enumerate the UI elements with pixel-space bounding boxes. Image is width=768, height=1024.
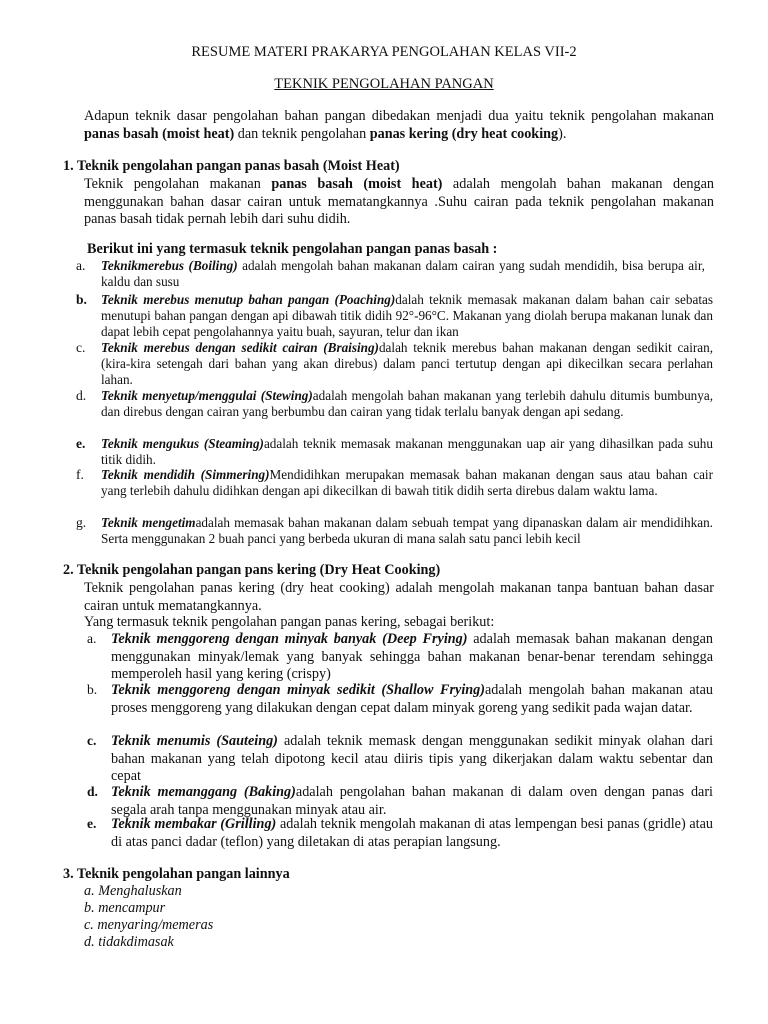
list-marker: c.	[76, 340, 86, 355]
list-item	[101, 340, 713, 388]
list-item-text: adalah mengolah bahan makanan yang terlebih dahulu ditumis bumbunya, dan direbus dengan cairan yang berbumbu dan cairan yang tidak terlalu banyak dengan api sedang.	[101, 388, 714, 419]
list-item-term: Teknik merebus dengan sedikit cairan (Braising)	[101, 340, 379, 355]
list-marker: g.	[76, 515, 87, 530]
section3-list-item: c. menyaring/memeras	[84, 917, 214, 933]
section3-list-item: b. mencampur	[84, 900, 166, 916]
list-item	[111, 631, 713, 684]
section3-list-item: d. tidakdimasak	[84, 934, 174, 950]
list-marker: e.	[87, 816, 97, 831]
intro-bold-2: panas kering (dry heat cooking	[369, 125, 559, 142]
section2-heading: 2. Teknik pengolahan pangan pans kering (Dry Heat Cooking)	[63, 562, 441, 578]
list-item-text: adalah mengolah bahan makanan atau proses menggoreng yang dilakukan dengan cepat dalam minyak goreng yang sedikit pada wajan datar.	[111, 682, 714, 716]
list-item-term: Teknik menumis (Sauteing)	[111, 733, 278, 749]
list-item-text: dalah teknik memasak makanan dalam bahan cair sebatas menutupi bahan pangan dengan api dibawah titik didih 92°-96°C. Makanan yang diolah berupa makanan lunak dan dapat lebih cepat pengolahannya yaitu buah, sayuran, telur dan ikan	[101, 292, 713, 339]
section1-bold-1: panas basah (moist heat)	[271, 176, 443, 192]
list-item-text: adalah teknik memask dengan menggunakan sedikit minyak olahan dari bahan makanan yang telah dipotong kecil atau diiris tipis yang dikerjakan dalam waktu sebentar dan cepat	[111, 733, 714, 784]
list-marker: a.	[76, 258, 86, 273]
list-marker: d.	[87, 784, 98, 799]
list-marker: d.	[76, 388, 87, 403]
list-item-text: adalah teknik memasak makanan menggunakan uap air yang dihasilkan pada suhu titik didih.	[101, 436, 713, 467]
list-item	[101, 436, 713, 468]
list-item-text: adalah pengolahan bahan makanan di dalam oven dengan panas dari segala arah tanpa menggunakan minyak atau air.	[111, 784, 714, 818]
list-item-term: Teknik memanggang (Baking)	[111, 784, 296, 800]
section2-paragraph: Teknik pengolahan panas kering (dry heat cooking) adalah mengolah makanan tanpa bantuan bahan dasar cairan untuk mematangkannya.	[84, 580, 714, 614]
document-title: RESUME MATERI PRAKARYA PENGOLAHAN KELAS VII-2	[191, 44, 577, 60]
section3-list-item: a. Menghaluskan	[84, 883, 182, 899]
list-item	[111, 784, 713, 819]
list-item-text: adalah mengolah bahan makanan dalam cairan yang sudah mendidih, bisa berupa air, kaldu dan susu	[101, 258, 705, 289]
list-item-term: Teknik mengetim	[101, 515, 196, 530]
list-item-term: Teknikmerebus (Boiling)	[101, 258, 238, 273]
list-item-term: Teknik menggoreng dengan minyak banyak (Deep Frying)	[111, 631, 468, 647]
list-marker: c.	[87, 733, 97, 748]
list-item-term: Teknik mengukus (Steaming)	[101, 436, 264, 451]
list-marker: f.	[76, 467, 84, 482]
section1-paragraph	[84, 176, 714, 229]
list-item-term: Teknik menyetup/menggulai (Stewing)	[101, 388, 313, 403]
list-item-term: Teknik mendidih (Simmering)	[101, 467, 270, 482]
list-item-term: Teknik merebus menutup bahan pangan (Poaching)	[101, 292, 396, 307]
list-item	[101, 467, 713, 499]
list-item-text: Mendidihkan merupakan memasak bahan makanan dengan saus atau bahan cair yang terlebih dahulu didihkan dengan api dikecilkan di bawah titik didih serta direbus dalam waktu lama.	[101, 467, 713, 498]
list-item	[111, 682, 713, 717]
section2-list-intro: Yang termasuk teknik pengolahan pangan panas kering, sebagai berikut:	[84, 614, 495, 630]
list-item	[101, 515, 713, 547]
section1-text-1: Teknik pengolahan makanan	[84, 176, 272, 192]
section1-text-2: adalah mengolah bahan makanan dengan menggunakan bahan dasar cairan untuk mematangkannya .Suhu cairan pada teknik pengolahan makanan panas basah tidak pernah lebih dari suhu didih.	[84, 176, 714, 227]
list-item-text: adalah memasak bahan makanan dengan menggunakan minyak/lemak yang banyak sehingga bahan makanan benar-benar terendam sehingga memperoleh hasil yang kering (crispy)	[111, 631, 713, 682]
list-marker: b.	[76, 292, 87, 307]
list-marker: a.	[87, 631, 97, 646]
list-item	[111, 816, 713, 851]
intro-text-3: ).	[558, 125, 567, 142]
section1-heading: 1. Teknik pengolahan pangan panas basah (Moist Heat)	[63, 158, 400, 174]
intro-paragraph	[84, 108, 714, 143]
list-item-text: adalah teknik mengolah makanan di atas lempengan besi panas (gridle) atau di atas panci dadar (teflon) yang diletakan di atas perapian langsung.	[111, 816, 713, 850]
list-marker: b.	[87, 682, 98, 697]
list-item-term: Teknik membakar (Grilling)	[111, 816, 277, 832]
list-item	[101, 258, 705, 290]
intro-text-2: dan teknik pengolahan	[234, 125, 370, 142]
section3-heading: 3. Teknik pengolahan pangan lainnya	[63, 866, 290, 882]
document-subtitle: TEKNIK PENGOLAHAN PANGAN	[274, 76, 494, 92]
list-marker: e.	[76, 436, 86, 451]
list-item-term: Teknik menggoreng dengan minyak sedikit (Shallow Frying)	[111, 682, 485, 698]
list-item-text: adalah memasak bahan makanan dalam sebuah tempat yang dipanaskan dalam air mendidihkan. Serta menggunakan 2 buah panci yang berbeda ukuran di mana salah satu panci lebih kecil	[101, 515, 713, 546]
list-item	[101, 388, 713, 420]
list-item	[111, 733, 713, 786]
list-item	[101, 292, 713, 340]
list-item-text: dalah teknik merebus bahan makanan dengan sedikit cairan, (kira-kira setengah dari bahan yang akan direbus) dalam panci tertutup dengan api dikecilkan secara perlahan lahan.	[101, 340, 713, 387]
intro-bold-1: panas basah (moist heat)	[84, 125, 235, 142]
intro-text-1: Adapun teknik dasar pengolahan bahan pangan dibedakan menjadi dua yaitu teknik pengolahan makanan	[84, 108, 714, 124]
section1-list-intro: Berikut ini yang termasuk teknik pengolahan pangan panas basah :	[87, 241, 498, 257]
